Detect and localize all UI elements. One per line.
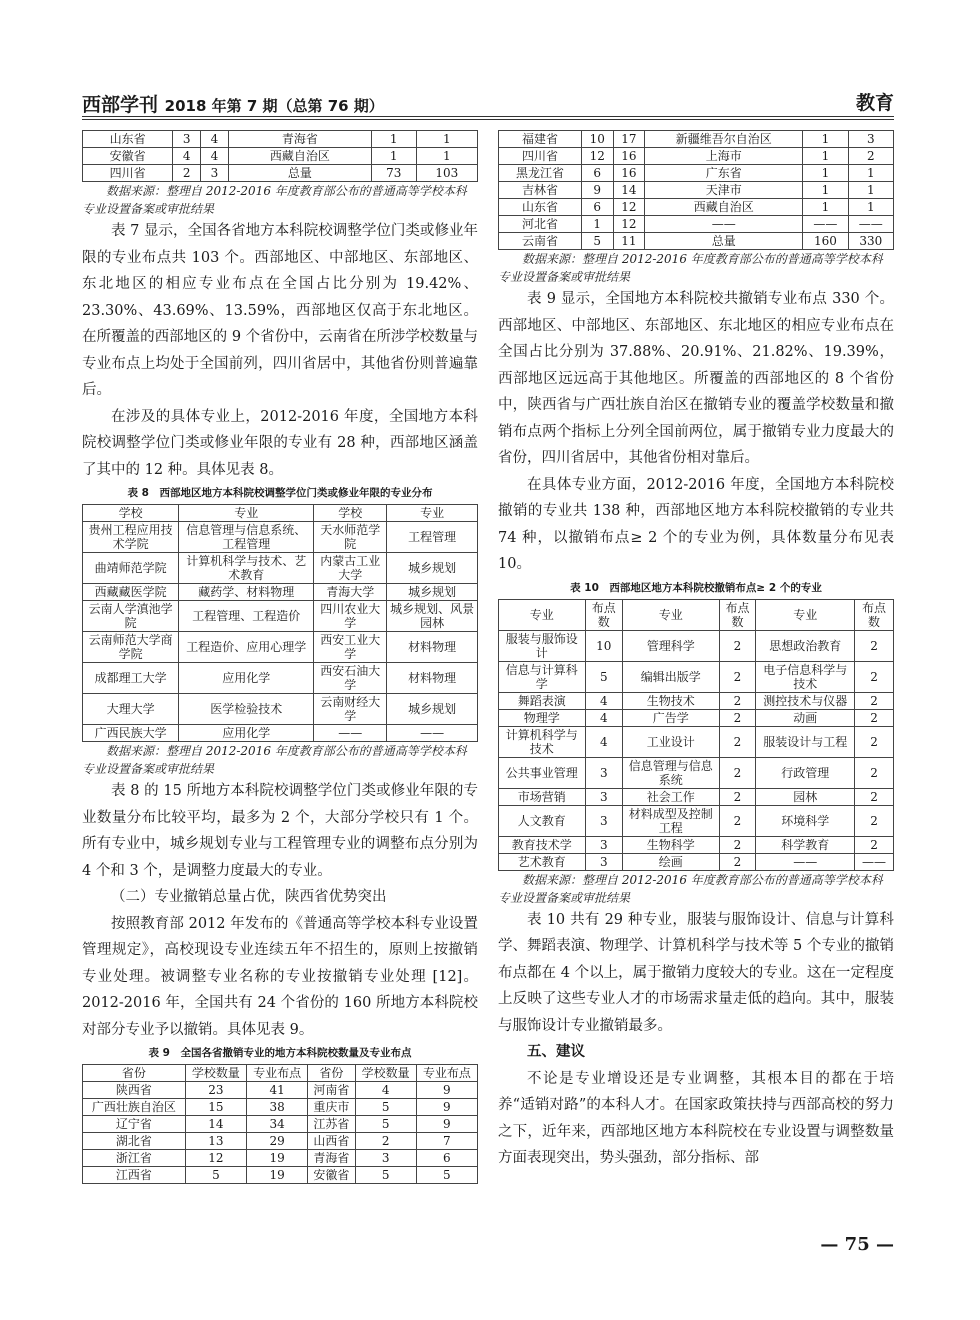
table-cell: 曲靖师范学院 bbox=[83, 553, 179, 584]
table-cell: 3 bbox=[585, 836, 622, 853]
table-cell: 吉林省 bbox=[499, 182, 582, 199]
table-cell: 青海省 bbox=[228, 131, 371, 148]
table-cell: 四川省 bbox=[83, 165, 173, 182]
table-cell: 服装设计与工程 bbox=[756, 726, 855, 757]
right-column bbox=[498, 130, 894, 1172]
table-header-cell: 学校 bbox=[83, 505, 179, 522]
table-cell: 9 bbox=[416, 1082, 477, 1099]
table-cell: —— bbox=[645, 216, 803, 233]
table-cell: 辽宁省 bbox=[83, 1116, 186, 1133]
table-header-cell: 专业 bbox=[499, 599, 586, 630]
table-cell: 应用化学 bbox=[179, 725, 314, 742]
table-cell: 信息管理与信息系统、工程管理 bbox=[179, 522, 314, 553]
table-cell: 19 bbox=[246, 1150, 307, 1167]
table-cell: —— bbox=[387, 725, 478, 742]
table-cell: 大理大学 bbox=[83, 694, 179, 725]
table-cell: 绘画 bbox=[623, 853, 720, 870]
page-number: — 75 — bbox=[820, 1234, 894, 1255]
table-row bbox=[499, 233, 894, 250]
header-rule-thin bbox=[82, 119, 894, 120]
table-cell: 材料物理 bbox=[387, 632, 478, 663]
table-cell: 2 bbox=[719, 853, 756, 870]
table-cell: 青海大学 bbox=[314, 584, 387, 601]
table-cell: 29 bbox=[246, 1133, 307, 1150]
table-cell: —— bbox=[756, 853, 855, 870]
table-cell: 2 bbox=[719, 692, 756, 709]
table-cell: 38 bbox=[246, 1099, 307, 1116]
table-cell: 17 bbox=[613, 131, 645, 148]
table-cell: 应用化学 bbox=[179, 663, 314, 694]
table-cell: 2 bbox=[855, 788, 894, 805]
table-cell: 云南师范大学商学院 bbox=[83, 632, 179, 663]
table8 bbox=[82, 504, 478, 742]
table-cell: 山西省 bbox=[308, 1133, 355, 1150]
table-cell: 材料物理 bbox=[387, 663, 478, 694]
table-cell: 2 bbox=[719, 661, 756, 692]
table-cell: 2 bbox=[855, 836, 894, 853]
table-cell: 2 bbox=[855, 630, 894, 661]
table-header-cell: 省份 bbox=[308, 1065, 355, 1082]
table-row bbox=[83, 553, 478, 584]
table-cell: 思想政治教育 bbox=[756, 630, 855, 661]
table-row bbox=[499, 726, 894, 757]
table-cell: 2 bbox=[173, 165, 201, 182]
table-cell: 湖北省 bbox=[83, 1133, 186, 1150]
table-row bbox=[83, 1150, 478, 1167]
table-header-cell: 专业布点 bbox=[416, 1065, 477, 1082]
table-cell: 2 bbox=[719, 709, 756, 726]
table-cell: 西安石油大学 bbox=[314, 663, 387, 694]
table-cell: 1 bbox=[848, 182, 893, 199]
table-cell: 信息与计算科学 bbox=[499, 661, 586, 692]
table-cell: 舞蹈表演 bbox=[499, 692, 586, 709]
table-cell: 四川农业大学 bbox=[314, 601, 387, 632]
table-row bbox=[499, 630, 894, 661]
table-cell: 3 bbox=[585, 757, 622, 788]
table-cell: 科学教育 bbox=[756, 836, 855, 853]
subheading-2: （二）专业撤销总量占优，陕西省优势突出 bbox=[111, 889, 387, 905]
table-row bbox=[83, 1116, 478, 1133]
table10-source: 数据来源：整理自 2012-2016 年度教育部公布的普通高等学校本科专业设置备案或审批结果 bbox=[498, 872, 883, 905]
table-cell: 城乡规划 bbox=[387, 553, 478, 584]
table-cell: 3 bbox=[585, 788, 622, 805]
table-cell: 城乡规划 bbox=[387, 694, 478, 725]
table-cell: 9 bbox=[581, 182, 613, 199]
table-cell: 生物科学 bbox=[623, 836, 720, 853]
table9-source: 数据来源：整理自 2012-2016 年度教育部公布的普通高等学校本科专业设置备案或审批结果 bbox=[498, 252, 883, 284]
table-row bbox=[83, 601, 478, 632]
table-cell: —— bbox=[848, 216, 893, 233]
table-cell: 环境科学 bbox=[756, 805, 855, 836]
table-header-cell: 专业 bbox=[623, 599, 720, 630]
table-row bbox=[83, 131, 478, 148]
table-cell: 4 bbox=[585, 726, 622, 757]
table-header-cell: 学校数量 bbox=[355, 1065, 416, 1082]
table-cell: 贵州工程应用技术学院 bbox=[83, 522, 179, 553]
table-cell: 12 bbox=[613, 199, 645, 216]
table10 bbox=[498, 599, 894, 871]
issue-info: 2018 年第 7 期（总第 76 期） bbox=[164, 97, 384, 115]
table-cell: 2 bbox=[719, 788, 756, 805]
table-row bbox=[83, 148, 478, 165]
table-cell: 西安工业大学 bbox=[314, 632, 387, 663]
table-cell: 动画 bbox=[756, 709, 855, 726]
table-cell: 34 bbox=[246, 1116, 307, 1133]
table8-source: 数据来源：整理自 2012-2016 年度教育部公布的普通高等学校本科专业设置备案或审批结果 bbox=[82, 744, 467, 776]
table-cell: 天津市 bbox=[645, 182, 803, 199]
table-cell: 5 bbox=[355, 1116, 416, 1133]
table-cell: 西藏藏医学院 bbox=[83, 584, 179, 601]
table-cell: 上海市 bbox=[645, 148, 803, 165]
table-cell: 12 bbox=[613, 216, 645, 233]
table-cell: 4 bbox=[173, 148, 201, 165]
table-cell: 4 bbox=[585, 709, 622, 726]
table-cell: 安徽省 bbox=[308, 1167, 355, 1184]
section-heading-5: 五、建议 bbox=[527, 1043, 585, 1060]
table-header-cell: 专业 bbox=[179, 505, 314, 522]
table-row bbox=[83, 694, 478, 725]
table-cell: 河北省 bbox=[499, 216, 582, 233]
table-cell: 1 bbox=[371, 148, 416, 165]
table-cell: 工程管理 bbox=[387, 522, 478, 553]
table-cell: 藏药学、材料物理 bbox=[179, 584, 314, 601]
paragraph-table9: 表 9 显示，全国地方本科院校共撤销专业布点 330 个。西部地区、中部地区、东部地区、东北地区的相应专业布点在全国占比分别为 37.88%、20.91%、21.82%、19.39%，西部地区远远高于其他地区。所覆盖的西部地区的 8 个省份中，陕西省与广西壮族自治区在撤销专业的覆盖学校数量和撤销布点两个指标上分列全国前两位，属于撤销专业力度最大的省份，四川省居中，其他省份相对靠后。 bbox=[498, 291, 894, 466]
table-cell: 16 bbox=[613, 148, 645, 165]
table-cell: 15 bbox=[185, 1099, 246, 1116]
table-cell: 江苏省 bbox=[308, 1116, 355, 1133]
table-cell: 城乡规划 bbox=[387, 584, 478, 601]
table-cell: 4 bbox=[585, 692, 622, 709]
table-cell: 陕西省 bbox=[83, 1082, 186, 1099]
table-row bbox=[499, 757, 894, 788]
table-cell: 3 bbox=[585, 805, 622, 836]
table-cell: 河南省 bbox=[308, 1082, 355, 1099]
table-row bbox=[499, 148, 894, 165]
table-cell: 23 bbox=[185, 1082, 246, 1099]
table-cell: 3 bbox=[585, 853, 622, 870]
table-cell: —— bbox=[314, 725, 387, 742]
table-header-cell: 学校 bbox=[314, 505, 387, 522]
left-column bbox=[82, 130, 478, 1184]
table-cell: 1 bbox=[371, 131, 416, 148]
table-row bbox=[83, 1133, 478, 1150]
table-cell: 测控技术与仪器 bbox=[756, 692, 855, 709]
table7-source: 数据来源：整理自 2012-2016 年度教育部公布的普通高等学校本科专业设置备案或审批结果 bbox=[82, 184, 467, 216]
table-cell: 计算机科学与技术 bbox=[499, 726, 586, 757]
table-cell: 广西壮族自治区 bbox=[83, 1099, 186, 1116]
table-cell: 3 bbox=[848, 131, 893, 148]
page-header bbox=[82, 86, 894, 116]
table-cell: 103 bbox=[416, 165, 477, 182]
table-cell: 12 bbox=[185, 1150, 246, 1167]
table-cell: 物理学 bbox=[499, 709, 586, 726]
table-cell: 6 bbox=[416, 1150, 477, 1167]
table-cell: 总量 bbox=[645, 233, 803, 250]
table-cell: 2 bbox=[719, 630, 756, 661]
table-cell: 2 bbox=[719, 757, 756, 788]
table-cell: 1 bbox=[803, 131, 848, 148]
table-cell: 2 bbox=[855, 805, 894, 836]
table-cell: 5 bbox=[581, 233, 613, 250]
table-cell: 园林 bbox=[756, 788, 855, 805]
table9-part1 bbox=[82, 1064, 478, 1184]
table-cell: 云南财经大学 bbox=[314, 694, 387, 725]
table-cell: 19 bbox=[246, 1167, 307, 1184]
table-row bbox=[499, 165, 894, 182]
table-cell: 2 bbox=[855, 726, 894, 757]
table-cell: 1 bbox=[803, 165, 848, 182]
table-row bbox=[83, 1099, 478, 1116]
table-cell: 云南人学滇池学院 bbox=[83, 601, 179, 632]
journal-brand bbox=[82, 90, 384, 117]
table-cell: 14 bbox=[185, 1116, 246, 1133]
table-cell: 西藏自治区 bbox=[645, 199, 803, 216]
table-cell: 1 bbox=[848, 165, 893, 182]
table-header-cell: 布点数 bbox=[855, 599, 894, 630]
table-cell: 工业设计 bbox=[623, 726, 720, 757]
table-cell: 黑龙江省 bbox=[499, 165, 582, 182]
table-cell: 广东省 bbox=[645, 165, 803, 182]
table-cell: 6 bbox=[581, 199, 613, 216]
table-cell: 公共事业管理 bbox=[499, 757, 586, 788]
table-cell: 福建省 bbox=[499, 131, 582, 148]
table9-caption: 表 9 全国各省撤销专业的地方本科院校数量及专业布点 bbox=[148, 1047, 412, 1059]
table-cell: 四川省 bbox=[499, 148, 582, 165]
paragraph-table8-intro: 在涉及的具体专业上，2012-2016 年度，全国地方本科院校调整学位门类或修业年限的专业有 28 种，西部地区涵盖了其中的 12 种。具体见表 8。 bbox=[82, 408, 478, 478]
table-cell: 2 bbox=[855, 661, 894, 692]
table-cell: 330 bbox=[848, 233, 893, 250]
table-cell: 2 bbox=[855, 757, 894, 788]
table-row bbox=[499, 216, 894, 233]
paragraph-table8: 表 8 的 15 所地方本科院校调整学位门类或修业年限的专业数量分布比较平均，最多为 2 个，大部分学校只有 1 个。所有专业中，城乡规划专业与工程管理专业的调整布点分别为 4 个和 3 个，是调整力度最大的专业。 bbox=[82, 783, 478, 879]
table8-caption: 表 8 西部地区地方本科院校调整学位门类或修业年限的专业分布 bbox=[127, 487, 433, 499]
table-cell: —— bbox=[803, 216, 848, 233]
table-row bbox=[83, 584, 478, 601]
section-title: 教育 bbox=[855, 92, 894, 114]
table9-part2 bbox=[498, 130, 894, 250]
table-row bbox=[499, 709, 894, 726]
table-row bbox=[499, 661, 894, 692]
table-cell: 天水师范学院 bbox=[314, 522, 387, 553]
paragraph-table10: 表 10 共有 29 种专业，服装与服饰设计、信息与计算科学、舞蹈表演、物理学、计算机科学与技术等 5 个专业的撤销布点都在 4 个以上，属于撤销力度较大的专业。这在一定程度上反映了这些专业人才的市场需求量走低的趋向。其中，服装与服饰设计专业撤销最多。 bbox=[498, 911, 894, 1034]
journal-name: 西部学刊 bbox=[82, 94, 159, 116]
table-cell: 管理科学 bbox=[623, 630, 720, 661]
table-row bbox=[499, 199, 894, 216]
table-cell: —— bbox=[855, 853, 894, 870]
table-cell: 医学检验技术 bbox=[179, 694, 314, 725]
table-cell: 工程管理、工程造价 bbox=[179, 601, 314, 632]
table-cell: 4 bbox=[355, 1082, 416, 1099]
table-header-cell: 专业布点 bbox=[246, 1065, 307, 1082]
table-cell: 安徽省 bbox=[83, 148, 173, 165]
table-header-cell: 专业 bbox=[387, 505, 478, 522]
table-cell: 3 bbox=[201, 165, 229, 182]
table-row bbox=[83, 632, 478, 663]
table-cell: 5 bbox=[585, 661, 622, 692]
table-cell: 2 bbox=[855, 692, 894, 709]
table-cell: 1 bbox=[803, 199, 848, 216]
table-row bbox=[83, 165, 478, 182]
table-header-cell: 布点数 bbox=[585, 599, 622, 630]
table-header-cell: 省份 bbox=[83, 1065, 186, 1082]
table-cell: 重庆市 bbox=[308, 1099, 355, 1116]
table-row bbox=[83, 663, 478, 694]
table-row bbox=[83, 522, 478, 553]
table-row bbox=[499, 131, 894, 148]
table-cell: 5 bbox=[416, 1167, 477, 1184]
table-row bbox=[499, 836, 894, 853]
table-cell: 青海省 bbox=[308, 1150, 355, 1167]
table-row bbox=[83, 1167, 478, 1184]
paragraph-table7: 表 7 显示，全国各省地方本科院校调整学位门类或修业年限的专业布点共 103 个。西部地区、中部地区、东部地区、东北地区的相应专业布点在全国占比分别为 19.42%、23.30%、43.69%、13.59%，西部地区仅高于东北地区。在所覆盖的西部地区的 9 个省份中，云南省在所涉学校数量与专业布点上均处于全国前列，四川省居中，其他省份则普遍靠后。 bbox=[82, 223, 478, 398]
table-cell: 西藏自治区 bbox=[228, 148, 371, 165]
table-row bbox=[83, 1082, 478, 1099]
table-cell: 6 bbox=[581, 165, 613, 182]
table-cell: 新疆维吾尔自治区 bbox=[645, 131, 803, 148]
paragraph-advice: 不论是专业增设还是专业调整，其根本目的都在于培养“适销对路”的本科人才。在国家政策扶持与西部高校的努力之下，近年来，西部地区地方本科院校在专业设置与调整数量方面表现突出，势头强劲，部分指标、部 bbox=[498, 1070, 894, 1166]
table-cell: 社会工作 bbox=[623, 788, 720, 805]
table-row bbox=[499, 788, 894, 805]
table-cell: 内蒙古工业大学 bbox=[314, 553, 387, 584]
table-cell: 广告学 bbox=[623, 709, 720, 726]
table-cell: 2 bbox=[719, 836, 756, 853]
table-cell: 山东省 bbox=[499, 199, 582, 216]
table-cell: 4 bbox=[201, 148, 229, 165]
table-cell: 云南省 bbox=[499, 233, 582, 250]
table-cell: 1 bbox=[803, 182, 848, 199]
table-cell: 总量 bbox=[228, 165, 371, 182]
table-cell: 73 bbox=[371, 165, 416, 182]
table-cell: 2 bbox=[848, 148, 893, 165]
table-header-cell: 学校数量 bbox=[185, 1065, 246, 1082]
table-cell: 5 bbox=[355, 1167, 416, 1184]
table-cell: 行政管理 bbox=[756, 757, 855, 788]
table-cell: 2 bbox=[355, 1133, 416, 1150]
table-cell: 工程造价、应用心理学 bbox=[179, 632, 314, 663]
header-rule bbox=[82, 116, 894, 117]
paragraph-withdraw: 按照教育部 2012 年发布的《普通高等学校本科专业设置管理规定》，高校现设专业连续五年不招生的，原则上按撤销专业处理。被调整专业名称的专业按撤销专业处理 [12]。2012-2016 年，全国共有 24 个省份的 160 所地方本科院校对部分专业予以撤销。具体见表 9。 bbox=[82, 915, 478, 1038]
table-header-cell: 布点数 bbox=[719, 599, 756, 630]
table-header-cell: 专业 bbox=[756, 599, 855, 630]
table-row bbox=[83, 725, 478, 742]
table-cell: 3 bbox=[355, 1150, 416, 1167]
table-cell: 1 bbox=[848, 199, 893, 216]
table-cell: 江西省 bbox=[83, 1167, 186, 1184]
table-row bbox=[499, 805, 894, 836]
table-cell: 160 bbox=[803, 233, 848, 250]
table10-caption: 表 10 西部地区地方本科院校撤销布点≥ 2 个的专业 bbox=[570, 581, 822, 594]
table-cell: 14 bbox=[613, 182, 645, 199]
table-cell: 11 bbox=[613, 233, 645, 250]
table-cell: 城乡规划、风景园林 bbox=[387, 601, 478, 632]
table-cell: 2 bbox=[719, 726, 756, 757]
table-cell: 1 bbox=[416, 148, 477, 165]
table-cell: 广西民族大学 bbox=[83, 725, 179, 742]
table-cell: 1 bbox=[803, 148, 848, 165]
table-cell: 10 bbox=[581, 131, 613, 148]
table-cell: 服装与服饰设计 bbox=[499, 630, 586, 661]
table-cell: 计算机科学与技术、艺术教育 bbox=[179, 553, 314, 584]
table-cell: 市场营销 bbox=[499, 788, 586, 805]
table-cell: 材料成型及控制工程 bbox=[623, 805, 720, 836]
table-cell: 电子信息科学与技术 bbox=[756, 661, 855, 692]
table-cell: 3 bbox=[173, 131, 201, 148]
table-cell: 9 bbox=[416, 1116, 477, 1133]
table-cell: 13 bbox=[185, 1133, 246, 1150]
table-cell: 5 bbox=[185, 1167, 246, 1184]
table-cell: 教育技术学 bbox=[499, 836, 586, 853]
table-row bbox=[499, 182, 894, 199]
table-cell: 成都理工大学 bbox=[83, 663, 179, 694]
table-cell: 浙江省 bbox=[83, 1150, 186, 1167]
paragraph-table10-intro: 在具体专业方面，2012-2016 年度，全国地方本科院校撤销的专业共 138 种，西部地区地方本科院校撤销的专业共 74 种，以撤销布点≥ 2 个的专业为例，具体数量分布见表 10。 bbox=[498, 476, 894, 572]
table-cell: 16 bbox=[613, 165, 645, 182]
table-cell: 生物技术 bbox=[623, 692, 720, 709]
table-cell: 编辑出版学 bbox=[623, 661, 720, 692]
table-cell: 41 bbox=[246, 1082, 307, 1099]
table-cell: 人文教育 bbox=[499, 805, 586, 836]
table-cell: 7 bbox=[416, 1133, 477, 1150]
table-cell: 5 bbox=[355, 1099, 416, 1116]
table-cell: 9 bbox=[416, 1099, 477, 1116]
table-cell: 10 bbox=[585, 630, 622, 661]
table-cell: 2 bbox=[855, 709, 894, 726]
table-cell: 山东省 bbox=[83, 131, 173, 148]
table-cell: 12 bbox=[581, 148, 613, 165]
table-cell: 4 bbox=[201, 131, 229, 148]
table-cell: 2 bbox=[719, 805, 756, 836]
table-row bbox=[499, 692, 894, 709]
table7-tail bbox=[82, 130, 478, 182]
table-cell: 1 bbox=[416, 131, 477, 148]
table-cell: 艺术教育 bbox=[499, 853, 586, 870]
table-row bbox=[499, 853, 894, 870]
table-cell: 1 bbox=[581, 216, 613, 233]
table-cell: 信息管理与信息系统 bbox=[623, 757, 720, 788]
